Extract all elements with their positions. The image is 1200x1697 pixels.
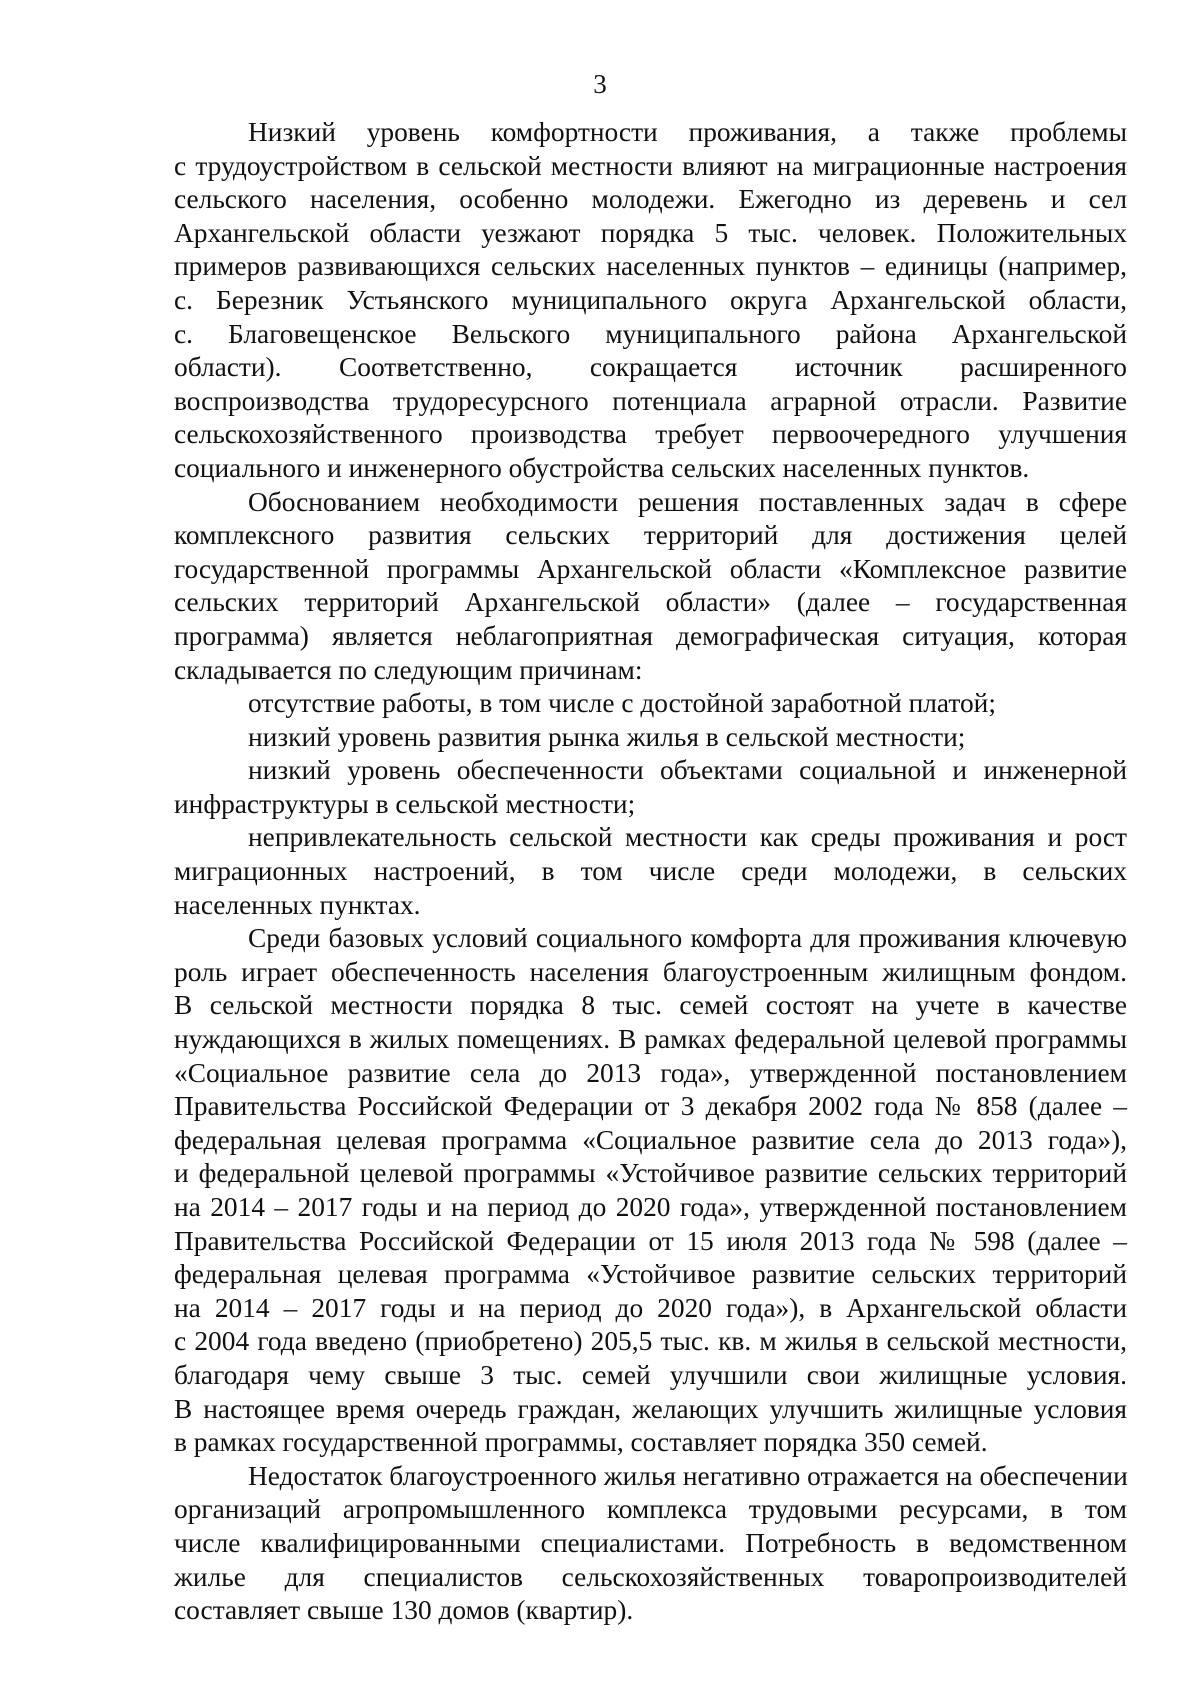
paragraph-line: федеральная целевая программа «Устойчивое развитие сельских территорий (174, 1259, 1127, 1290)
paragraph-line: роль играет обеспеченность населения благоустроенным жилищным фондом. (174, 956, 1127, 987)
paragraph-line: низкий уровень развития рынка жилья в сельской местности; (248, 721, 966, 752)
paragraph-line: жилье для специалистов сельскохозяйственных товаропроизводителей (174, 1561, 1127, 1592)
paragraph (174, 721, 1127, 755)
paragraph-line: с трудоустройством в сельской местности влияют на миграционные настроения (174, 150, 1127, 181)
paragraph (174, 687, 1127, 721)
paragraph (174, 116, 1127, 486)
paragraph-line: населенных пунктах. (174, 889, 421, 920)
paragraph-line: «Социальное развитие села до 2013 года», утвержденной постановлением (174, 1057, 1127, 1088)
paragraph-line: миграционных настроений, в том числе среди молодежи, в сельских (174, 856, 1127, 887)
paragraph-line: составляет свыше 130 домов (квартир). (174, 1595, 634, 1626)
document-body (174, 116, 1127, 1628)
paragraph-line: Правительства Российской Федерации от 3 декабря 2002 года № 858 (далее – (174, 1091, 1127, 1122)
paragraph-line: федеральная целевая программа «Социальное развитие села до 2013 года»), (174, 1124, 1127, 1155)
paragraph-line: инфраструктуры в сельской местности; (174, 788, 636, 819)
paragraph-line: Низкий уровень комфортности проживания, а также проблемы (248, 117, 1127, 147)
paragraph-line: сельских территорий Архангельской области» (далее – государственная (174, 587, 1127, 618)
paragraph-line: Среди базовых условий социального комфорта для проживания ключевую (248, 923, 1127, 954)
paragraph-line: области). Соответственно, сокращается источник расширенного (174, 352, 1127, 383)
paragraph (174, 922, 1127, 1460)
paragraph (174, 821, 1127, 922)
paragraph-line: В сельской местности порядка 8 тыс. семей состоят на учете в качестве (174, 990, 1127, 1021)
page-number: 3 (593, 69, 607, 99)
paragraph (174, 754, 1127, 821)
paragraph-line: социального и инженерного обустройства сельских населенных пунктов. (174, 452, 1030, 483)
paragraph-line: комплексного развития сельских территорий для достижения целей (174, 520, 1127, 551)
paragraph-line: программа) является неблагоприятная демографическая ситуация, которая (174, 620, 1127, 651)
paragraph-line: в рамках государственной программы, составляет порядка 350 семей. (174, 1427, 988, 1458)
paragraph-line: и федеральной целевой программы «Устойчивое развитие сельских территорий (174, 1158, 1127, 1189)
paragraph-line: на 2014 – 2017 годы и на период до 2020 года», утвержденной постановлением (174, 1192, 1127, 1222)
paragraph-line: складывается по следующим причинам: (174, 654, 643, 685)
paragraph-line: с 2004 года введено (приобретено) 205,5 тыс. кв. м жилья в сельской местности, (174, 1326, 1127, 1357)
paragraph-line: примеров развивающихся сельских населенных пунктов – единицы (например, (174, 251, 1127, 282)
paragraph-line: организаций агропромышленного комплекса трудовыми ресурсами, в том (174, 1494, 1127, 1525)
paragraph-line: с. Березник Устьянского муниципального округа Архангельской области, (174, 284, 1127, 315)
paragraph-line: благодаря чему свыше 3 тыс. семей улучшили свои жилищные условия. (174, 1359, 1127, 1390)
paragraph (174, 486, 1127, 688)
paragraph-line: В настоящее время очередь граждан, желающих улучшить жилищные условия (174, 1393, 1127, 1424)
paragraph-line: на 2014 – 2017 годы и на период до 2020 года»), в Архангельской области (174, 1292, 1127, 1323)
paragraph-line: Правительства Российской Федерации от 15 июля 2013 года № 598 (далее – (174, 1225, 1127, 1256)
paragraph-line: воспроизводства трудоресурсного потенциала аграрной отрасли. Развитие (174, 385, 1127, 416)
paragraph-line: низкий уровень обеспеченности объектами социальной и инженерной (248, 755, 1127, 786)
paragraph-line: государственной программы Архангельской области «Комплексное развитие (174, 553, 1127, 584)
paragraph-line: с. Благовещенское Вельского муниципального района Архангельской (174, 318, 1127, 349)
paragraph (174, 1460, 1127, 1628)
paragraph-line: сельского населения, особенно молодежи. Ежегодно из деревень и сел (174, 184, 1127, 215)
paragraph-line: Обоснованием необходимости решения поставленных задач в сфере (248, 486, 1127, 517)
paragraph-line: нуждающихся в жилых помещениях. В рамках федеральной целевой программы (174, 1024, 1127, 1055)
paragraph-line: Архангельской области уезжают порядка 5 тыс. человек. Положительных (174, 217, 1127, 248)
paragraph-line: непривлекательность сельской местности как среды проживания и рост (248, 822, 1127, 853)
paragraph-line: числе квалифицированными специалистами. Потребность в ведомственном (174, 1527, 1127, 1558)
paragraph-line: отсутствие работы, в том числе с достойной заработной платой; (248, 688, 996, 719)
paragraph-line: Недостаток благоустроенного жилья негативно отражается на обеспечении (248, 1460, 1128, 1491)
paragraph-line: сельскохозяйственного производства требует первоочередного улучшения (174, 419, 1127, 450)
